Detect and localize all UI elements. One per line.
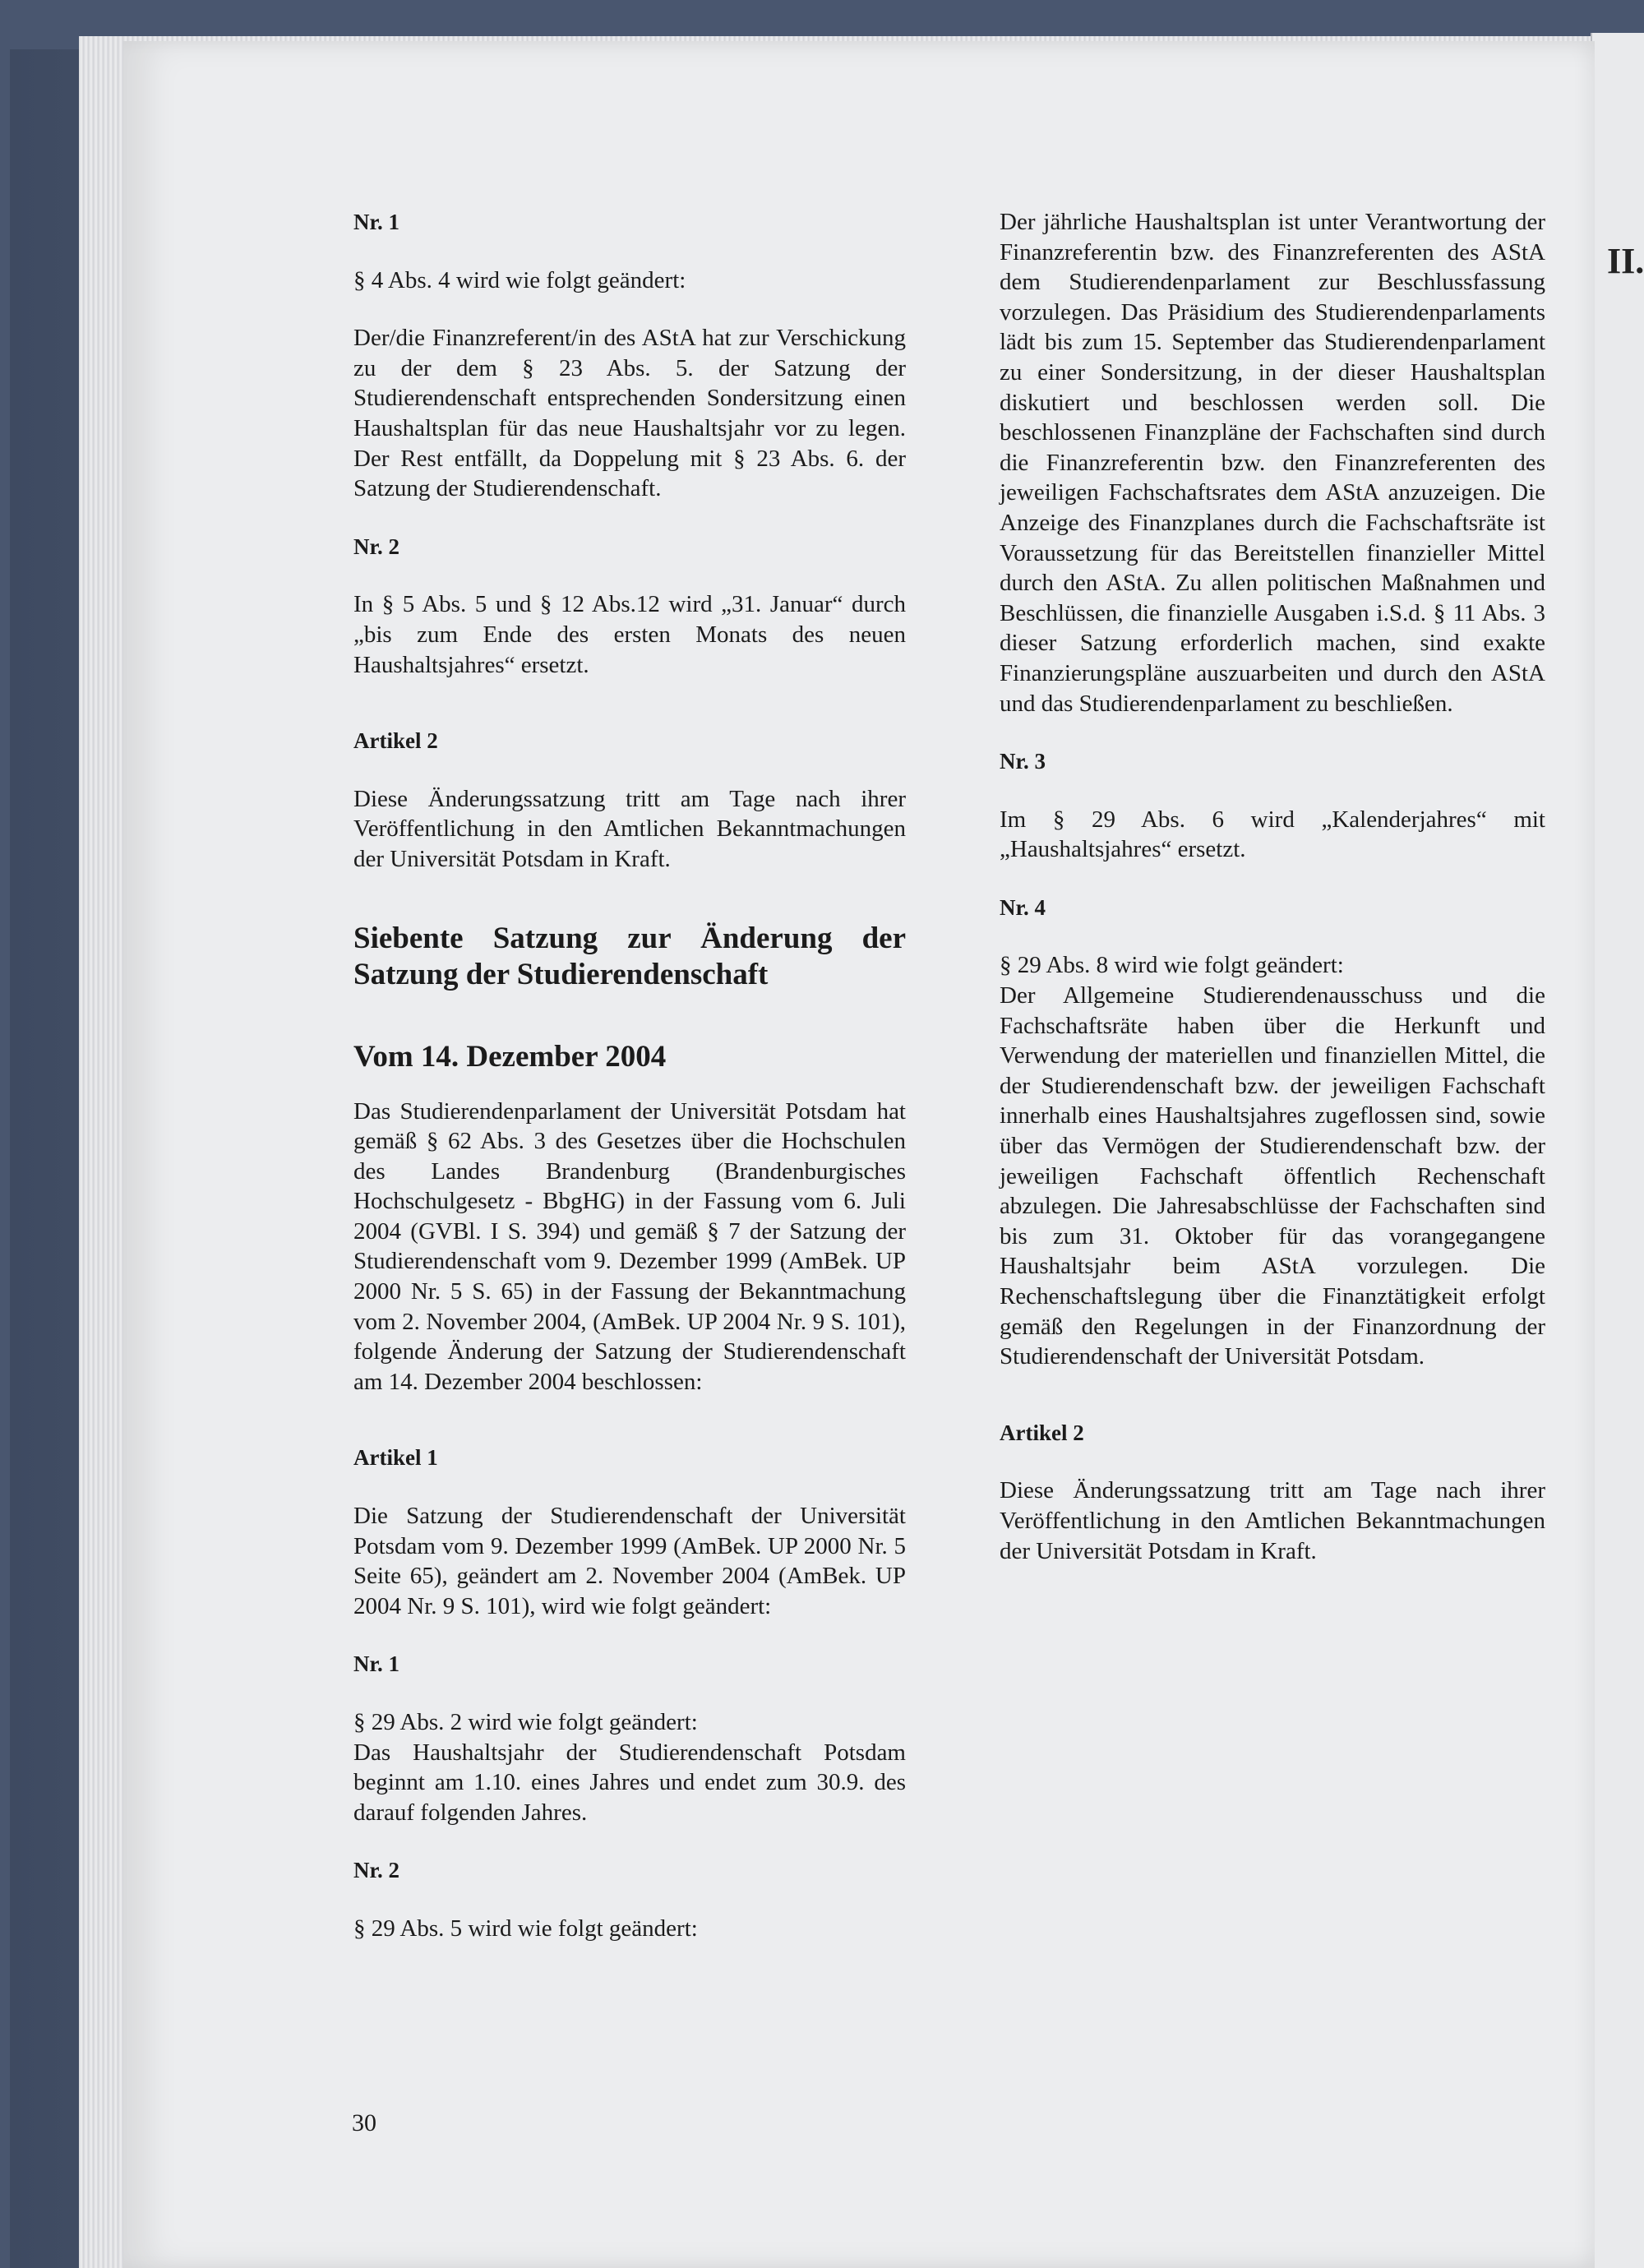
a1-nr2-heading: Nr. 2 [353,1858,400,1883]
a1-nr1-text: Das Haushaltsjahr der Studierendenschaft Potsdam beginnt am 1.10. eines Jahres und endet zum 30.9. des darauf folgenden Jahres. [353,1739,906,1826]
nr1-heading: Nr. 1 [353,210,400,234]
nr2-continued-text: Der jährliche Haushaltsplan ist unter Verantwortung der Finanzreferentin bzw. des Finanzreferenten des AStA dem Studierendenparlament zur Beschlussfassung vorzulegen. Das Präsidium des Studierendenparlaments lädt bis zum 15. September das Studierendenparlament zu einer Sondersitzung, in der dieser Haushaltsplan diskutiert und beschlossen werden soll. Die beschlossenen Finanzpläne der Fachschaften sind durch die Finanzreferentin bzw. den Finanzreferenten des jeweiligen Fachschaftsrates dem AStA anzuzeigen. Die Anzeige des Finanzplanes durch die Fachschaftsräte ist Voraussetzung für das Bereitstellen finanzieller Mittel durch den AStA. Zu allen politischen Maßnahmen und Beschlüssen, die finanzielle Ausgaben i.S.d. § 11 Abs. 3 dieser Satzung erforderlich machen, sind exakte Finanzierungspläne auszuarbeiten und durch den AStA und das Studierendenparlament zu beschließen. [1000,209,1545,717]
artikel2-heading: Artikel 2 [353,728,438,754]
nr2-text: In § 5 Abs. 5 und § 12 Abs.12 wird „31. Januar“ durch „bis zum Ende des ersten Monats des neuen Haushaltsjahres“ ersetzt. [353,591,906,678]
nr4-change: § 29 Abs. 8 wird wie folgt geändert: [1000,952,1344,979]
right-artikel2-heading: Artikel 2 [1000,1420,1084,1445]
preamble: Das Studierendenparlament der Universität Potsdam hat gemäß § 62 Abs. 3 des Gesetzes über die Hochschulen des Landes Brandenburg (Brandenburgisches Hochschulgesetz - BbgHG) in der Fassung vom 6. Juli 2004 (GVBl. I S. 394) und gemäß § 7 der Satzung der Studierendenschaft vom 9. Dezember 1999 (AmBek. UP 2000 Nr. 5 S. 65) in der Fassung der Bekanntmachung vom 2. November 2004, (AmBek. UP 2004 Nr. 9 S. 101), folgende Änderung der Satzung der Studierendenschaft am 14. Dezember 2004 beschlossen: [353,1097,906,1395]
left-column [353,207,906,1944]
artikel1-text: Die Satzung der Studierendenschaft der Universität Potsdam vom 9. Dezember 1999 (AmBek. UP 2000 Nr. 5 Seite 65), geändert am 2. November 2004 (AmBek. UP 2004 Nr. 9 S. 101), wird wie folgt geändert: [353,1503,906,1619]
nr4-text: Der Allgemeine Studierendenausschuss und die Fachschaftsräte haben über die Herkunft und Verwendung der materiellen und finanziellen Mittel, die der Studierendenschaft bzw. der jeweiligen Fachschaft innerhalb eines Haushaltsjahres zugeflossen sind, sowie über das Vermögen der Studierendenschaft bzw. der jeweiligen Fachschaft öffentlich Rechenschaft abzulegen. Die Jahresabschlüsse der Fachschaften sind bis zum 31. Oktober für das vorangegangene Haushaltsjahr beim AStA vorzulegen. Die Rechenschaftslegung über die Finanztätigkeit erfolgt gemäß den Regelungen in der Finanzordnung der Studierendenschaft der Universität Potsdam. [1000,982,1545,1370]
nr1-change: § 4 Abs. 4 wird wie folgt geändert: [353,266,686,293]
a1-nr2-change: § 29 Abs. 5 wird wie folgt geändert: [353,1915,698,1942]
page-number: 30 [352,2109,376,2136]
a1-nr1-heading: Nr. 1 [353,1651,400,1677]
artikel2-text: Diese Änderungssatzung tritt am Tage nach ihrer Veröffentlichung in den Amtlichen Bekanntmachungen der Universität Potsdam in Kraft. [353,785,906,872]
a1-nr1-change: § 29 Abs. 2 wird wie folgt geändert: [353,1709,698,1735]
right-column [1000,207,1545,1566]
nr4-heading: Nr. 4 [1000,894,1046,920]
next-page-edge [1591,33,1644,2268]
margin-section-mark: II. [1607,241,1644,281]
right-artikel2-text: Diese Änderungssatzung tritt am Tage nach ihrer Veröffentlichung in den Amtlichen Bekanntmachungen der Universität Potsdam in Kraft. [1000,1477,1545,1564]
nr3-heading: Nr. 3 [1000,749,1046,774]
nr3-text: Im § 29 Abs. 6 wird „Kalenderjahres“ mit „Haushaltsjahres“ ersetzt. [1000,806,1545,863]
nr1-text: Der/die Finanzreferent/in des AStA hat zur Verschickung zu der dem § 23 Abs. 5. der Satzung der Studierendenschaft entsprechenden Sondersitzung einen Haushaltsplan für das neue Haushaltsjahr vor zu legen. Der Rest entfällt, da Doppelung mit § 23 Abs. 6. der Satzung der Studierendenschaft. [353,325,906,502]
document-date: Vom 14. Dezember 2004 [353,1039,667,1074]
document-title: Siebente Satzung zur Änderung der Satzung der Studierendenschaft [353,921,906,991]
artikel1-heading: Artikel 1 [353,1445,438,1471]
nr2-heading: Nr. 2 [353,534,400,559]
